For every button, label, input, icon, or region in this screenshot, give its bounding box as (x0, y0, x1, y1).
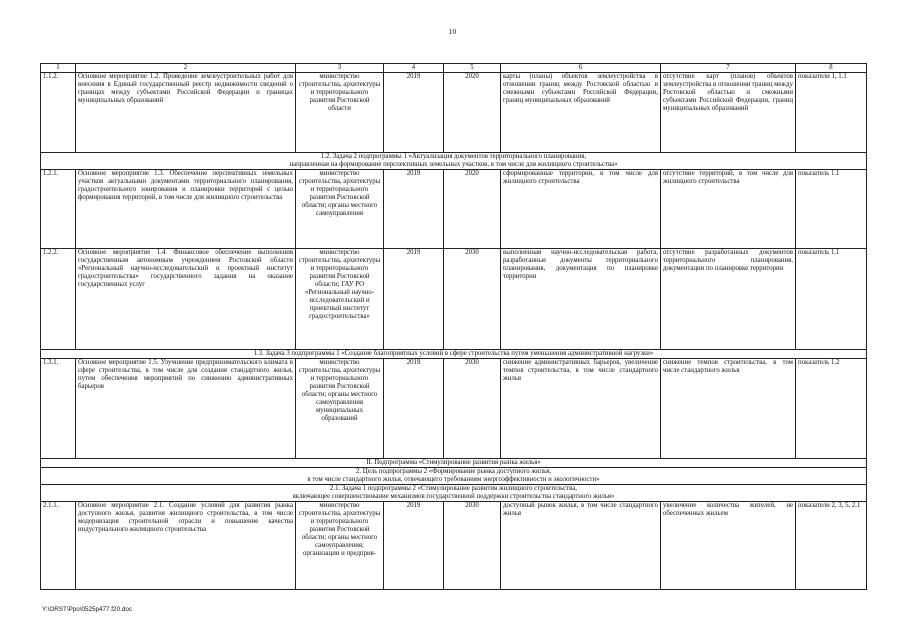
indicators-cell: показатели 2, 3, 5, 2.1 (796, 502, 867, 590)
result-cell: снижение административных барьеров, увеличение темпов строительства, в том числе стандартного жилья (501, 359, 661, 459)
column-number: 3 (296, 64, 384, 73)
table-row (41, 73, 867, 153)
executor-cell: министерство строительства, архитектуры и территориального развития Ростовской области (296, 73, 384, 153)
table-row (41, 170, 867, 249)
section-title-line: включающее совершенствование механизмов государственной поддержки строительства стандартного жилья» (292, 493, 615, 500)
column-number: 1 (41, 64, 76, 73)
end-year-cell: 2020 (444, 73, 501, 153)
column-number-row (41, 64, 867, 73)
indicators-cell: показатели 1, 1.1 (796, 73, 867, 153)
table-row (41, 359, 867, 459)
measure-cell: Основное мероприятие 1.2. Проведение землеустроительных работ для внесения в Единый государственный реестр недвижимости сведений о границах между субъектами Российской Федерации и границах муниципальных образований (76, 73, 296, 153)
result-cell: карты (планы) объектов землеустройства в отношении границ между Ростовской областью и смежными субъектами Российской Федерации, границ муниципальных образований (501, 73, 661, 153)
consequences-cell: снижение темпов строительства, в том числе стандартного жилья (661, 359, 796, 459)
measure-cell: Основное мероприятие 1.5. Улучшение предпринимательского климата в сфере строительства, в том числе для создания стандартного жилья, путем обеспечения мероприятий по снижению административных барьеров (76, 359, 296, 459)
indicators-cell: показатель 1.2 (796, 359, 867, 459)
section-title-line: 2.1. Задача 1 подпрограммы 2 «Стимулирование развития жилищного строительства, (330, 485, 577, 492)
consequences-cell: отсутствие карт (планов) объектов землеустройства в отношении границ между Ростовской областью и смежными субъектами Российской Федерации, границ муниципальных образований (661, 73, 796, 153)
section-title-line: II. Подпрограмма «Стимулирование развития рынка жилья» (366, 459, 541, 466)
result-cell: доступный рынок жилья, в том числе стандартного жилья (501, 502, 661, 590)
column-number: 4 (384, 64, 444, 73)
column-number: 7 (661, 64, 796, 73)
end-year-cell: 2030 (444, 249, 501, 350)
row-id: 1.1.2. (41, 73, 76, 153)
section-title-line: 2. Цель подпрограммы 2 «Формирование рынка доступного жилья, (355, 468, 552, 475)
measures-table (40, 63, 867, 590)
measure-cell: Основное мероприятие 1.4. Финансовое обеспечение выполнения государственным автономным учреждением Ростовской области «Региональный научно-исследовательский и проектный институт градостроительства» государственного задания на оказание государственных услуг (76, 249, 296, 350)
end-year-cell: 2020 (444, 170, 501, 249)
row-id: 2.1.1. (41, 502, 76, 590)
executor-cell: министерство строительства, архитектуры и территориального развития Ростовской области; органы местного самоуправления; организации и предприя- (296, 502, 384, 590)
row-id: 1.2.1. (41, 170, 76, 249)
section-title-line: 1.3. Задача 3 подпрограммы 1 «Создание благоприятных условий в сфере строительства путем уменьшения административной нагрузки» (253, 350, 654, 357)
start-year-cell: 2019 (384, 73, 444, 153)
section-title-line: в том числе стандартного жилья, отвечающего требованиям энергоэффективности и экологичности» (307, 476, 600, 483)
consequences-cell: увеличение количества жителей, не обеспеченных жильем (661, 502, 796, 590)
executor-cell: министерство строительства, архитектуры и территориального развития Ростовской области; органы местного самоуправления муниципальных образований (296, 359, 384, 459)
start-year-cell: 2019 (384, 359, 444, 459)
table-row (41, 249, 867, 350)
page-number: 10 (448, 27, 457, 36)
column-number: 8 (796, 64, 867, 73)
section-row (41, 153, 867, 170)
section-title-line: 1.2. Задача 2 подпрограммы 1 «Актуализация документов территориального планирования, (320, 153, 587, 160)
start-year-cell: 2019 (384, 170, 444, 249)
column-number: 2 (76, 64, 296, 73)
consequences-cell: отсутствие территорий, в том числе для жилищного строительства (661, 170, 796, 249)
start-year-cell: 2019 (384, 249, 444, 350)
result-cell: сформированные территории, в том числе для жилищного строительства (501, 170, 661, 249)
measure-cell: Основное мероприятие 1.3. Обеспечение перспективных земельных участков актуальными документами территориального планирования, градостроительного зонирования и планировки территорий с целью формирования территорий, в том числе для жилищного строительства (76, 170, 296, 249)
section-row (41, 485, 867, 502)
measure-cell: Основное мероприятие 2.1. Создание условий для развития рынка доступного жилья, развития жилищного строительства, в том числе модернизация строительной отрасли и повышение качества индустриального жилищного строительства (76, 502, 296, 590)
executor-cell: министерство строительства, архитектуры и территориального развития Ростовской области; ГАУ РО «Региональный научно-исследовательский и проектный институт градостроительства» (296, 249, 384, 350)
end-year-cell: 2030 (444, 359, 501, 459)
section-title-line: направленная на формирование перспективных земельных участков, в том числе для жилищного строительства» (289, 161, 618, 168)
table-row (41, 502, 867, 590)
start-year-cell: 2019 (384, 502, 444, 590)
consequences-cell: отсутствие разработанных документов территориального планирования, документации по планировке территории (661, 249, 796, 350)
section-row (41, 459, 867, 468)
end-year-cell: 2030 (444, 502, 501, 590)
indicators-cell: показатель 1.1 (796, 249, 867, 350)
section-row (41, 468, 867, 485)
file-path-footer: Y:\ORST\Ppo\0525p477.f20.doc (42, 606, 132, 613)
column-number: 6 (501, 64, 661, 73)
row-id: 1.2.2. (41, 249, 76, 350)
result-cell: выполненная научно-исследовательская работа, разработанные документы территориального планирования, документация по планировке территории (501, 249, 661, 350)
column-number: 5 (444, 64, 501, 73)
section-row (41, 350, 867, 359)
executor-cell: министерство строительства, архитектуры и территориального развития Ростовской области; органы местного самоуправления (296, 170, 384, 249)
row-id: 1.3.1. (41, 359, 76, 459)
indicators-cell: показатель 1.1 (796, 170, 867, 249)
